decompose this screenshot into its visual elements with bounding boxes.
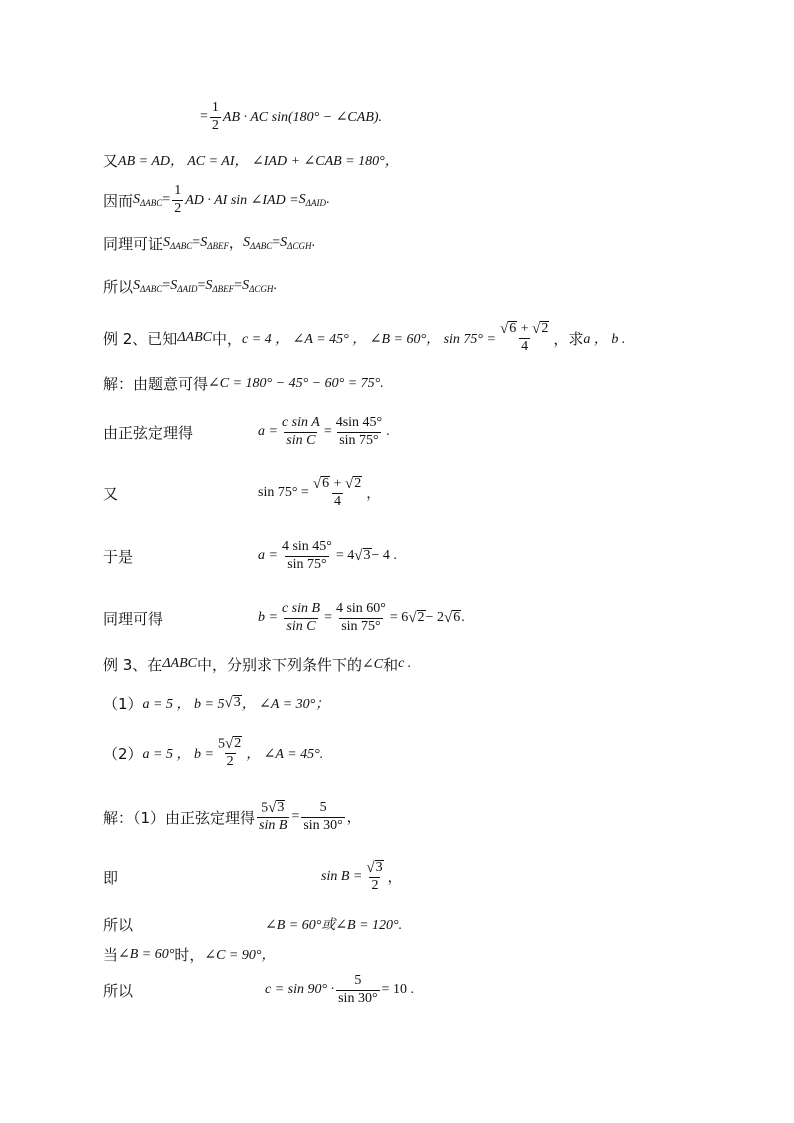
- area-subscript: ΔBEF: [212, 284, 235, 294]
- example-2-statement: [103, 314, 625, 362]
- comma: ，: [366, 487, 381, 502]
- condition-2: [103, 729, 323, 777]
- item-number: （1）: [103, 694, 143, 713]
- equals-sign: =: [323, 424, 332, 439]
- value-a-line: [103, 532, 397, 580]
- label-text: 所以: [103, 981, 134, 1000]
- separator: ，: [228, 237, 243, 252]
- numerator: [364, 860, 385, 877]
- fraction-sin75: [498, 321, 551, 355]
- law-of-sines-line: [103, 408, 390, 456]
- area-subscript: ΔCGH: [249, 284, 274, 294]
- plus-sign: +: [330, 476, 345, 492]
- area-subscript: ΔCGH: [287, 241, 312, 251]
- lhs: sin 75° =: [258, 485, 309, 500]
- label-text: 由正弦定理得: [103, 423, 194, 442]
- area-subscript: ΔBEF: [207, 241, 229, 251]
- area-symbol: [243, 235, 272, 251]
- coefficient: 5: [217, 736, 225, 752]
- radicand: 2: [417, 610, 425, 626]
- area-s: S: [170, 278, 178, 293]
- solution-label: 解：由题意可得: [103, 374, 209, 393]
- radicand: 2: [234, 735, 242, 751]
- angle-b-expression: ∠B = 60°或∠B = 120°.: [265, 918, 403, 933]
- numerator: 4sin 45°: [335, 414, 383, 430]
- area-subscript: ΔABC: [249, 241, 273, 251]
- sqrt-3: √ 3: [366, 859, 383, 876]
- angle-c-expression: ∠C = 180° − 45° − 60° = 75°.: [208, 375, 384, 391]
- label-text: 于是: [103, 547, 134, 566]
- fraction-one-half: [172, 184, 183, 216]
- period: .: [461, 610, 465, 625]
- value-c-line: [103, 966, 414, 1014]
- numerator: 4 sin 45°: [281, 538, 332, 554]
- label-text: 所以: [103, 277, 134, 296]
- triangle-name: ΔABC: [162, 656, 197, 671]
- area-subscript: ΔABC: [170, 241, 193, 251]
- radicand: 3: [375, 859, 383, 875]
- fraction-b: [216, 736, 244, 770]
- radicand: 2: [354, 475, 362, 491]
- label-text: 同理可证: [103, 234, 164, 253]
- sqrt-3: √ 3: [268, 799, 285, 816]
- area-expression: AB · AC sin(180° − ∠CAB).: [222, 109, 383, 125]
- lhs: sin B =: [321, 869, 363, 884]
- fraction-value: [280, 540, 334, 572]
- equals-term: = 6: [389, 610, 409, 625]
- area-subscript: ΔABC: [140, 284, 163, 294]
- area-subscript: ΔAID: [305, 198, 326, 208]
- solution-label: 解：（1）由正弦定理得: [103, 808, 256, 827]
- area-subscript: ΔABC: [140, 198, 163, 208]
- label-text: 所以: [103, 915, 134, 934]
- radicand: 6: [453, 610, 461, 626]
- plus-sign: +: [517, 321, 533, 337]
- sqrt-2: √ 2: [224, 735, 242, 752]
- fraction-value: [334, 416, 384, 448]
- sqrt-2: √ 2: [408, 609, 425, 626]
- fraction-ratio: [280, 602, 322, 634]
- area-subscript: ΔAID: [177, 284, 198, 294]
- area-s: S: [163, 235, 171, 250]
- value-b-line: [103, 594, 465, 642]
- solution-angle-c: [103, 359, 384, 407]
- result: = 10 .: [381, 982, 414, 997]
- area-s: S: [280, 235, 288, 250]
- side-c: c .: [398, 656, 412, 671]
- unknowns: a ， b .: [583, 332, 626, 347]
- fraction-value: [334, 602, 388, 634]
- radicand: 3: [233, 695, 241, 711]
- sin75-value-line: [103, 469, 380, 517]
- denominator: sin C: [286, 618, 316, 634]
- radicand: 3: [277, 799, 285, 815]
- lhs: c = sin 90° ·: [265, 982, 335, 997]
- numerator: 1: [174, 182, 182, 198]
- denominator: 2: [211, 117, 219, 133]
- angle-c: ∠C: [362, 656, 384, 672]
- equals-sign: =: [200, 109, 208, 124]
- denominator: sin 75°: [287, 556, 327, 572]
- item-number: （2）: [103, 744, 143, 763]
- label-text: 中，: [211, 329, 242, 348]
- area-symbol: [200, 235, 229, 251]
- sqrt-2: √ 2: [532, 320, 549, 337]
- radicand: 3: [363, 548, 371, 564]
- label-text: 同理可得: [103, 609, 164, 628]
- numerator: 4 sin 60°: [335, 600, 386, 616]
- area-symbol: [242, 278, 273, 294]
- area-symbol: [299, 192, 326, 208]
- denominator: 4: [334, 494, 342, 510]
- denominator: 2: [371, 878, 379, 894]
- label-text: 又: [103, 151, 119, 170]
- area-formula-line: [200, 93, 382, 141]
- example-label: 例 2、已知: [103, 329, 178, 348]
- comma: ，: [387, 871, 402, 886]
- numerator: c sin B: [281, 600, 321, 616]
- label-text: 又: [103, 484, 119, 503]
- equals-sign: =: [291, 809, 300, 824]
- area-symbol: [280, 235, 311, 251]
- numerator: 5: [319, 799, 327, 815]
- numerator: [259, 800, 287, 817]
- equals-sign: =: [162, 192, 171, 207]
- numerator: 5: [354, 972, 362, 988]
- area-s: S: [298, 192, 306, 207]
- period: .: [273, 278, 277, 293]
- fraction-sqrt3-over-2: [364, 860, 385, 894]
- label-text: 当: [103, 945, 119, 964]
- denominator: 2: [174, 200, 182, 216]
- denominator: sin 30°: [303, 817, 343, 833]
- denominator: 4: [521, 339, 529, 355]
- example-label: 例 3、在: [103, 655, 163, 674]
- period: .: [325, 192, 330, 207]
- comma: ，: [346, 811, 361, 826]
- equals-sign: =: [324, 610, 332, 625]
- triangle-name: ΔABC: [177, 330, 212, 345]
- radicand: 2: [541, 320, 549, 336]
- fraction-rhs: [301, 801, 344, 833]
- equals-sign: =: [197, 278, 206, 293]
- given-conditions: c = 4 ， ∠A = 45° ， ∠B = 60°， sin 75° =: [242, 332, 496, 347]
- period: .: [311, 235, 315, 250]
- label-text: 即: [103, 868, 119, 887]
- fraction-ratio: [280, 416, 322, 448]
- condition-angle: ， ∠A = 45°.: [246, 747, 324, 762]
- numerator: c sin A: [281, 414, 320, 430]
- equals-term: = 4: [335, 548, 355, 563]
- denominator: sin C: [286, 432, 316, 448]
- radicand: 6: [509, 320, 517, 336]
- area-symbol: [205, 278, 234, 294]
- condition-angle: ， ∠A = 30°；: [241, 697, 330, 712]
- area-s: S: [133, 192, 141, 207]
- equals-sign: =: [272, 235, 281, 250]
- period: .: [386, 424, 390, 439]
- tail: − 4 .: [371, 548, 397, 563]
- label-text: 和: [383, 655, 399, 674]
- solution-1-law-of-sines: [103, 793, 361, 841]
- fraction-sin75: [311, 476, 364, 510]
- denominator: sin 30°: [338, 990, 378, 1006]
- sqrt-6: √ 6: [499, 320, 517, 337]
- sqrt-6: √ 6: [443, 609, 461, 626]
- equals-sign: =: [192, 235, 201, 250]
- label-text: 中，分别求下列条件下的: [196, 655, 362, 674]
- equalities-expression: AB = AD， AC = AI， ∠IAD + ∠CAB = 180°，: [118, 154, 399, 169]
- fraction-value: [336, 974, 379, 1006]
- similar-proof-line: [103, 219, 315, 267]
- area-s: S: [242, 278, 250, 293]
- denominator: sin 75°: [341, 618, 381, 634]
- label-text: 因而: [103, 191, 134, 210]
- condition-values: a = 5 ， b =: [142, 747, 214, 762]
- area-symbol: [133, 192, 162, 208]
- sqrt-3: √ 3: [224, 694, 241, 711]
- area-s: S: [133, 278, 141, 293]
- area-symbol: [170, 278, 197, 294]
- area-symbol: [163, 235, 192, 251]
- fraction-one-half: [210, 101, 221, 133]
- radicand: 6: [322, 475, 330, 491]
- angle-c: ∠C = 90°，: [204, 948, 276, 963]
- label-text: 时，: [174, 945, 205, 964]
- sqrt-3: √ 3: [354, 547, 371, 564]
- sqrt-2: √ 2: [344, 475, 362, 492]
- lhs: a =: [258, 548, 278, 563]
- angle-b: ∠B = 60°: [118, 946, 175, 962]
- coefficient: 5: [261, 800, 269, 816]
- area-s: S: [242, 235, 250, 250]
- fraction-lhs: [257, 800, 289, 834]
- area-s: S: [205, 278, 213, 293]
- equals-sign: =: [234, 278, 243, 293]
- area-symbol: [133, 278, 162, 294]
- minus-term: − 2: [425, 610, 444, 625]
- equals-sign: =: [162, 278, 171, 293]
- denominator: sin B: [259, 818, 288, 834]
- denominator: 2: [226, 754, 234, 770]
- area-s: S: [200, 235, 208, 250]
- area-equal-line: [103, 176, 329, 224]
- numerator: [311, 476, 364, 493]
- condition-values: a = 5 ， b = 5: [142, 697, 225, 712]
- lhs: a =: [258, 424, 278, 439]
- area-expression: AD · AI sin ∠IAD =: [185, 192, 299, 208]
- conclusion-line: [103, 262, 277, 310]
- condition-1: [103, 679, 329, 727]
- numerator: 1: [211, 99, 219, 115]
- numerator: [216, 736, 244, 753]
- sin-b-line: [103, 853, 402, 901]
- sqrt-6: √ 6: [312, 475, 330, 492]
- lhs: b =: [258, 610, 278, 625]
- label-text: ，求: [553, 329, 584, 348]
- denominator: sin 75°: [339, 432, 379, 448]
- numerator: [498, 321, 551, 338]
